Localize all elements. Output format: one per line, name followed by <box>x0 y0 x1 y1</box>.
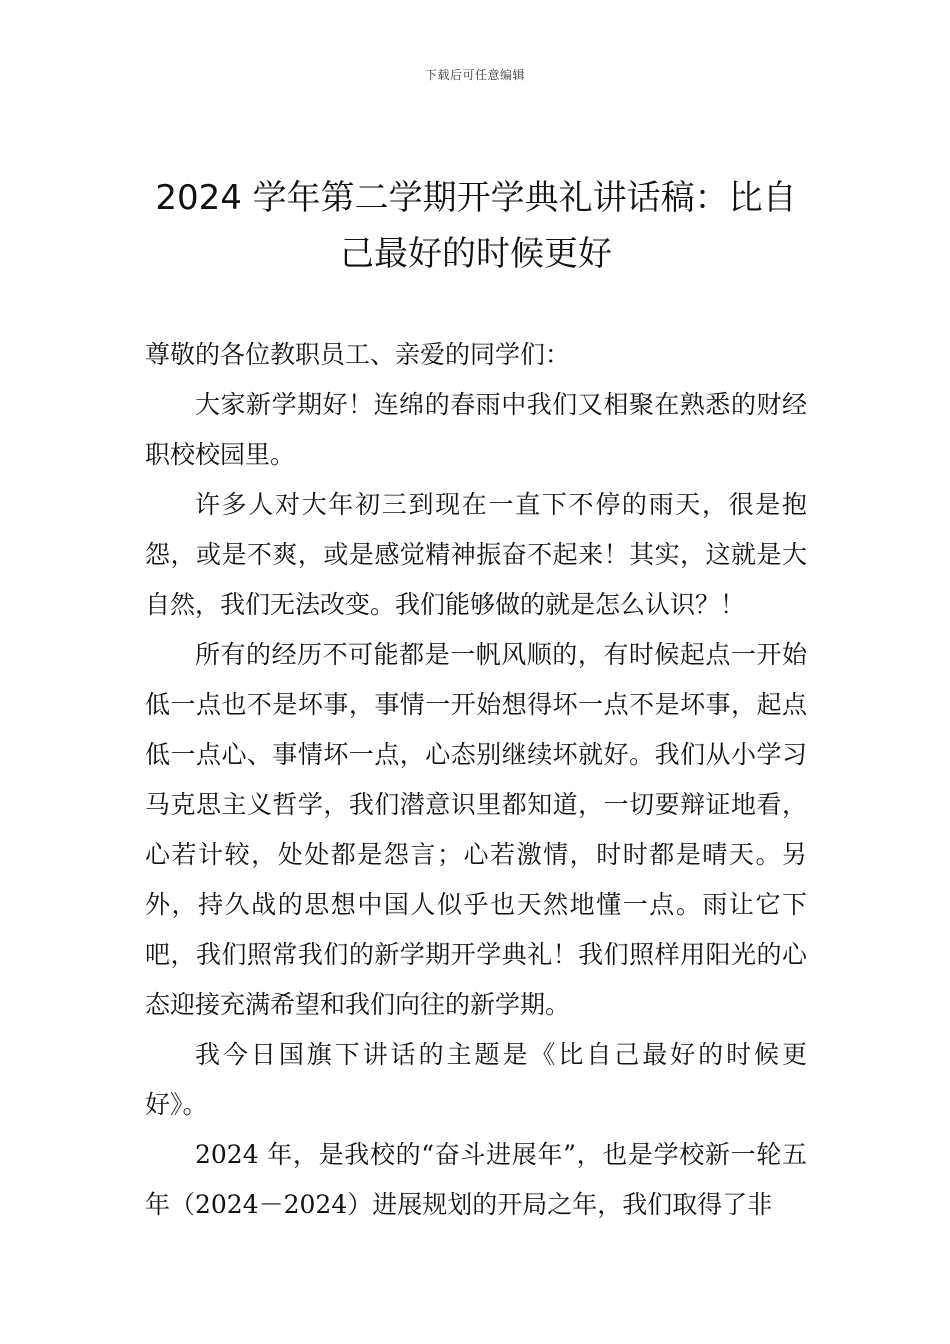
document-body <box>145 330 807 1230</box>
paragraph: 大家新学期好！连绵的春雨中我们又相聚在熟悉的财经职校校园里。 <box>145 390 807 469</box>
paragraph: 许多人对大年初三到现在一直下不停的雨天，很是抱怨，或是不爽，或是感觉精神振奋不起来！其实，这就是大自然，我们无法改变。我们能够做的就是怎么认识？！ <box>145 490 807 619</box>
paragraph: 我今日国旗下讲话的主题是《比自己最好的时候更好》。 <box>145 1040 807 1119</box>
salutation: 尊敬的各位教职员工、亲爱的同学们： <box>145 340 571 369</box>
header-note: 下载后可任意编辑 <box>424 68 525 82</box>
paragraph: 所有的经历不可能都是一帆风顺的，有时候起点一开始低一点也不是坏事，事情一开始想得坏一点不是坏事，起点低一点心、事情坏一点，心态别继续坏就好。我们从小学习马克思主义哲学，我们潜意识里都知道，一切要辩证地看，心若计较，处处都是怨言；心若激情，时时都是晴天。另外，持久战的思想中国人似乎也天然地懂一点。雨让它下吧，我们照常我们的新学期开学典礼！我们照样用阳光的心态迎接充满希望和我们向往的新学期。 <box>145 640 807 1019</box>
paragraph: 2024 年，是我校的“奋斗进展年”，也是学校新一轮五年（2024－2024）进展规划的开局之年，我们取得了非 <box>145 1140 807 1219</box>
document-title: 2024 学年第二学期开学典礼讲话稿：比自己最好的时候更好 <box>155 178 797 274</box>
